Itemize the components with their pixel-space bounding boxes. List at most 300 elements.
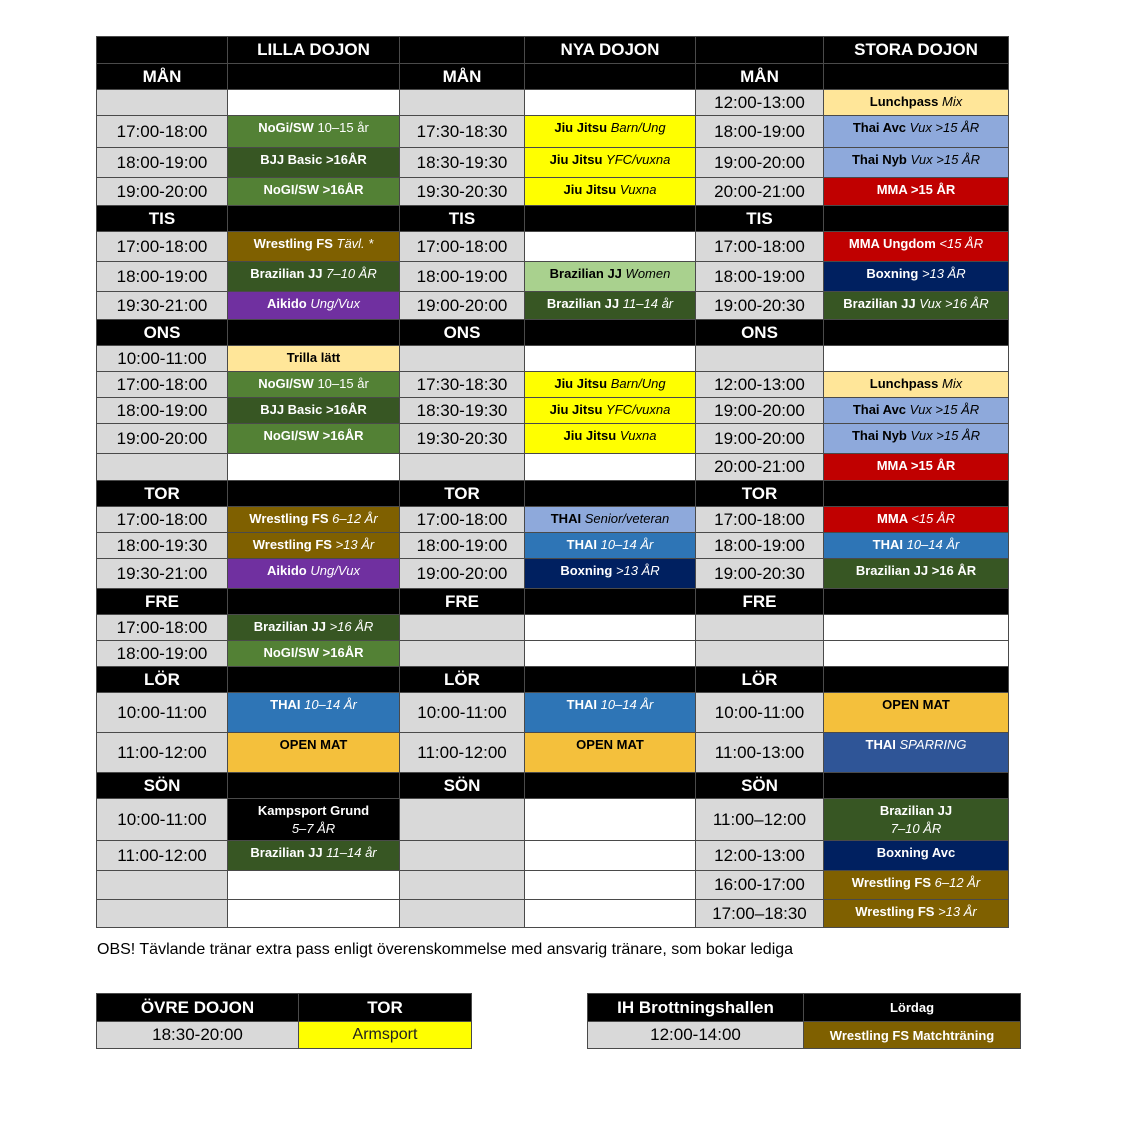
activity-detail: Vux >15 ÅR — [910, 152, 981, 167]
day-header-blank — [228, 481, 400, 507]
schedule-row — [97, 178, 1009, 206]
activity-name: MMA >15 ÅR — [876, 458, 956, 473]
day-header-row — [97, 64, 1009, 90]
activity-detail: >13 År — [335, 537, 375, 552]
activity-detail: SPARRING — [899, 737, 967, 752]
activity-name: Brazilian JJ — [253, 619, 326, 634]
activity-cell — [824, 424, 1009, 454]
activity-cell — [824, 178, 1009, 206]
day-label: ONS — [97, 320, 228, 346]
time-slot — [400, 615, 525, 641]
activity-detail: >13 År — [938, 904, 977, 919]
day-header-blank — [824, 64, 1009, 90]
empty-slot — [525, 90, 696, 116]
time-slot: 18:00-19:00 — [97, 262, 228, 292]
competition-note: OBS! Tävlande tränar extra pass enligt överenskommelse med ansvarig tränare, som bokar lediga — [97, 941, 794, 958]
activity-detail: 6–12 År — [934, 875, 981, 890]
schedule-row — [97, 424, 1009, 454]
time-slot: 19:00-20:00 — [400, 559, 525, 589]
ovre-dojon-time: 18:30-20:00 — [97, 1022, 299, 1049]
ih-brottningshallen-table — [587, 993, 1021, 1049]
ovre-dojon-title: ÖVRE DOJON — [97, 994, 299, 1022]
time-slot: 12:00-13:00 — [696, 372, 824, 398]
activity-cell — [525, 262, 696, 292]
activity-cell — [228, 559, 400, 589]
activity-name: OPEN MAT — [882, 697, 950, 712]
activity-cell — [525, 292, 696, 320]
day-header-blank — [824, 589, 1009, 615]
activity-detail: Vuxna — [619, 182, 657, 197]
schedule-row — [97, 641, 1009, 667]
activity-name: Jiu Jitsu — [549, 402, 603, 417]
empty-slot — [824, 615, 1009, 641]
schedule-row — [97, 615, 1009, 641]
time-slot: 19:30-21:00 — [97, 292, 228, 320]
empty-slot — [525, 615, 696, 641]
schedule-row — [97, 871, 1009, 900]
schedule-row — [97, 454, 1009, 481]
time-slot — [696, 615, 824, 641]
activity-cell — [525, 178, 696, 206]
activity-cell — [228, 372, 400, 398]
day-header-blank — [525, 320, 696, 346]
activity-name: Wrestling FS — [851, 875, 932, 890]
activity-cell — [228, 615, 400, 641]
room-header-row — [97, 37, 1009, 64]
day-header-blank — [525, 667, 696, 693]
empty-slot — [525, 641, 696, 667]
schedule-row — [97, 693, 1009, 733]
time-slot: 19:00-20:00 — [97, 424, 228, 454]
activity-detail: >13 ÅR — [921, 266, 966, 281]
activity-cell — [824, 372, 1009, 398]
time-slot: 10:00-11:00 — [97, 346, 228, 372]
activity-name: Jiu Jitsu — [563, 182, 617, 197]
empty-slot — [228, 454, 400, 481]
activity-name: Thai Nyb — [851, 428, 907, 443]
time-slot — [97, 454, 228, 481]
schedule-row — [97, 116, 1009, 148]
activity-cell — [824, 398, 1009, 424]
activity-name: Wrestling FS — [249, 511, 329, 526]
day-header-blank — [824, 320, 1009, 346]
time-slot — [400, 454, 525, 481]
time-slot: 19:00-20:00 — [696, 424, 824, 454]
activity-cell — [228, 292, 400, 320]
time-slot: 18:00-19:00 — [400, 533, 525, 559]
activity-cell — [824, 871, 1009, 900]
time-slot: 16:00-17:00 — [696, 871, 824, 900]
day-header-blank — [228, 206, 400, 232]
time-slot: 17:00-18:00 — [696, 507, 824, 533]
activity-detail: Mix — [942, 94, 963, 109]
activity-age-group: 5–7 ÅR — [291, 821, 336, 836]
activity-name: BJJ Basic >16ÅR — [260, 402, 367, 417]
activity-cell — [228, 262, 400, 292]
time-slot: 19:00-20:00 — [97, 178, 228, 206]
day-label: LÖR — [400, 667, 525, 693]
activity-cell — [824, 90, 1009, 116]
time-slot: 18:00-19:30 — [97, 533, 228, 559]
activity-cell — [228, 424, 400, 454]
ih-time: 12:00-14:00 — [588, 1022, 804, 1049]
time-slot: 10:00-11:00 — [97, 799, 228, 841]
schedule-row — [97, 398, 1009, 424]
activity-name: Aikido — [267, 563, 307, 578]
time-slot — [696, 641, 824, 667]
time-slot: 17:00-18:00 — [696, 232, 824, 262]
time-slot — [97, 871, 228, 900]
day-header-row — [97, 320, 1009, 346]
day-header-blank — [228, 773, 400, 799]
time-slot — [400, 641, 525, 667]
day-label: FRE — [97, 589, 228, 615]
time-slot: 20:00-21:00 — [696, 178, 824, 206]
activity-name: Brazilian JJ — [879, 803, 953, 818]
time-slot: 17:00-18:00 — [97, 116, 228, 148]
schedule-row — [97, 148, 1009, 178]
activity-cell — [824, 559, 1009, 589]
activity-name: Wrestling FS — [253, 236, 333, 251]
header-blank — [97, 37, 228, 64]
time-slot — [400, 871, 525, 900]
activity-cell — [525, 116, 696, 148]
day-label: FRE — [696, 589, 824, 615]
activity-name: Boxning — [866, 266, 919, 281]
activity-name: OPEN MAT — [279, 737, 348, 752]
time-slot: 12:00-13:00 — [696, 90, 824, 116]
activity-detail: 10–14 År — [906, 537, 960, 552]
time-slot: 19:00-20:00 — [696, 398, 824, 424]
time-slot: 11:00–12:00 — [696, 799, 824, 841]
schedule-row — [97, 292, 1009, 320]
activity-detail: YFC/vuxna — [606, 152, 671, 167]
activity-cell — [228, 533, 400, 559]
activity-name: Jiu Jitsu — [549, 152, 603, 167]
activity-age-group: 10–15 år — [317, 120, 369, 135]
activity-name: THAI — [550, 511, 582, 526]
activity-cell — [228, 641, 400, 667]
empty-slot — [525, 841, 696, 871]
time-slot: 18:00-19:00 — [400, 262, 525, 292]
activity-detail: 10–14 År — [600, 537, 654, 552]
activity-name: BJJ Basic >16ÅR — [260, 152, 367, 167]
day-label: TOR — [97, 481, 228, 507]
time-slot: 17:30-18:30 — [400, 116, 525, 148]
activity-name: NoGi/SW — [258, 120, 314, 135]
day-header-row — [97, 667, 1009, 693]
day-header-blank — [525, 773, 696, 799]
schedule-row — [97, 900, 1009, 928]
activity-name: Jiu Jitsu — [554, 120, 608, 135]
activity-cell — [228, 841, 400, 871]
schedule-row — [97, 372, 1009, 398]
activity-detail: YFC/vuxna — [606, 402, 671, 417]
activity-age-group: 10–15 år — [317, 376, 369, 391]
time-slot: 19:00-20:30 — [696, 559, 824, 589]
time-slot: 19:00-20:30 — [696, 292, 824, 320]
time-slot: 18:00-19:00 — [97, 148, 228, 178]
day-label: TOR — [400, 481, 525, 507]
header-blank — [696, 37, 824, 64]
day-header-row — [97, 589, 1009, 615]
schedule-row — [97, 346, 1009, 372]
time-slot: 19:30-20:30 — [400, 178, 525, 206]
day-label: SÖN — [696, 773, 824, 799]
time-slot: 10:00-11:00 — [97, 693, 228, 733]
activity-name: THAI — [865, 737, 896, 752]
activity-detail: Vux >15 ÅR — [909, 120, 980, 135]
schedule-row — [97, 507, 1009, 533]
activity-name: Boxning — [560, 563, 613, 578]
time-slot — [400, 90, 525, 116]
time-slot: 17:00-18:00 — [97, 507, 228, 533]
ih-activity: Wrestling FS Matchträning — [804, 1022, 1021, 1049]
activity-detail: 11–14 år — [622, 296, 674, 311]
activity-cell — [228, 346, 400, 372]
activity-cell — [525, 148, 696, 178]
day-label: MÅN — [400, 64, 525, 90]
ovre-dojon-activity: Armsport — [299, 1022, 472, 1049]
activity-name: MMA Ungdom — [848, 236, 936, 251]
empty-slot — [525, 799, 696, 841]
day-header-row — [97, 206, 1009, 232]
schedule-row — [97, 733, 1009, 773]
activity-name: Jiu Jitsu — [563, 428, 617, 443]
day-header-row — [97, 773, 1009, 799]
day-label: TOR — [696, 481, 824, 507]
time-slot: 17:00-18:00 — [400, 507, 525, 533]
activity-detail: Barn/Ung — [610, 376, 666, 391]
activity-name: Lunchpass — [869, 94, 939, 109]
schedule-row — [97, 559, 1009, 589]
schedule-row — [97, 262, 1009, 292]
time-slot: 19:30-21:00 — [97, 559, 228, 589]
activity-name: NoGI/SW >16ÅR — [263, 645, 364, 660]
activity-detail: Mix — [942, 376, 963, 391]
activity-cell — [824, 900, 1009, 928]
empty-slot — [525, 346, 696, 372]
activity-cell — [525, 733, 696, 773]
header-blank — [400, 37, 525, 64]
activity-cell — [228, 398, 400, 424]
time-slot: 11:00-13:00 — [696, 733, 824, 773]
time-slot: 11:00-12:00 — [400, 733, 525, 773]
day-label: LÖR — [696, 667, 824, 693]
activity-detail: 10–14 År — [600, 697, 654, 712]
time-slot: 19:30-20:30 — [400, 424, 525, 454]
day-header-blank — [525, 481, 696, 507]
activity-detail: Ung/Vux — [310, 296, 360, 311]
time-slot — [400, 841, 525, 871]
activity-name: Brazilian JJ >16 ÅR — [855, 563, 977, 578]
activity-cell — [525, 533, 696, 559]
activity-name: THAI — [872, 537, 903, 552]
empty-slot — [525, 900, 696, 928]
room-nya-dojon: NYA DOJON — [525, 37, 696, 64]
day-header-blank — [824, 667, 1009, 693]
day-label: FRE — [400, 589, 525, 615]
empty-slot — [525, 232, 696, 262]
day-header-blank — [228, 589, 400, 615]
activity-detail: >13 ÅR — [615, 563, 660, 578]
time-slot: 17:00-18:00 — [97, 615, 228, 641]
activity-cell — [228, 733, 400, 773]
activity-name: MMA — [877, 511, 908, 526]
activity-detail: <15 ÅR — [911, 511, 955, 526]
activity-detail: 10–14 År — [304, 697, 357, 712]
activity-detail: Vuxna — [619, 428, 657, 443]
time-slot: 18:00-19:00 — [97, 641, 228, 667]
activity-cell — [824, 799, 1009, 841]
activity-name: NoGI/SW >16ÅR — [263, 182, 364, 197]
activity-name: MMA >15 ÅR — [876, 182, 956, 197]
activity-name: Boxning Avc — [876, 845, 956, 860]
activity-cell — [824, 232, 1009, 262]
time-slot: 18:00-19:00 — [696, 116, 824, 148]
time-slot: 19:00-20:00 — [696, 148, 824, 178]
activity-cell — [824, 533, 1009, 559]
empty-slot — [228, 871, 400, 900]
empty-slot — [525, 454, 696, 481]
day-label: MÅN — [97, 64, 228, 90]
activity-detail: 11–14 år — [326, 845, 377, 860]
activity-cell — [824, 841, 1009, 871]
schedule-row — [97, 232, 1009, 262]
room-lilla-dojon: LILLA DOJON — [228, 37, 400, 64]
activity-name: Brazilian JJ — [250, 266, 323, 281]
time-slot: 17:00-18:00 — [97, 372, 228, 398]
day-header-blank — [525, 589, 696, 615]
schedule-row — [97, 841, 1009, 871]
day-label: MÅN — [696, 64, 824, 90]
activity-detail: 6–12 År — [332, 511, 378, 526]
day-header-blank — [525, 64, 696, 90]
time-slot — [97, 900, 228, 928]
day-label: TIS — [400, 206, 525, 232]
activity-name: Jiu Jitsu — [554, 376, 608, 391]
day-header-blank — [228, 64, 400, 90]
activity-detail: Vux >15 ÅR — [909, 402, 980, 417]
activity-name: Brazilian JJ — [250, 845, 323, 860]
day-header-blank — [824, 206, 1009, 232]
time-slot: 12:00-13:00 — [696, 841, 824, 871]
activity-detail: Vux >15 ÅR — [910, 428, 981, 443]
time-slot: 19:00-20:00 — [400, 292, 525, 320]
day-header-blank — [824, 773, 1009, 799]
time-slot: 18:30-19:30 — [400, 398, 525, 424]
day-label: TIS — [97, 206, 228, 232]
activity-detail: Senior/veteran — [584, 511, 670, 526]
time-slot: 11:00-12:00 — [97, 733, 228, 773]
activity-detail: Tävl. * — [336, 236, 374, 251]
activity-detail: Vux >16 ÅR — [919, 296, 989, 311]
activity-detail: Barn/Ung — [610, 120, 666, 135]
activity-name: Lunchpass — [869, 376, 939, 391]
ih-day: Lördag — [804, 994, 1021, 1022]
activity-cell — [525, 372, 696, 398]
weekly-schedule-table — [96, 36, 1009, 928]
activity-cell — [228, 232, 400, 262]
time-slot: 17:00–18:30 — [696, 900, 824, 928]
activity-cell — [824, 733, 1009, 773]
activity-detail: Women — [625, 266, 671, 281]
activity-name: OPEN MAT — [576, 737, 644, 752]
activity-name: THAI — [270, 697, 301, 712]
activity-age-group: 7–10 ÅR — [890, 821, 942, 836]
activity-cell — [228, 799, 400, 841]
activity-cell — [525, 424, 696, 454]
schedule-row — [97, 90, 1009, 116]
time-slot — [400, 799, 525, 841]
day-header-row — [97, 481, 1009, 507]
time-slot: 17:00-18:00 — [400, 232, 525, 262]
empty-slot — [824, 346, 1009, 372]
activity-name: NoGI/SW — [258, 376, 314, 391]
activity-cell — [525, 507, 696, 533]
ovre-dojon-day: TOR — [299, 994, 472, 1022]
time-slot: 18:00-19:00 — [97, 398, 228, 424]
day-label: LÖR — [97, 667, 228, 693]
activity-cell — [824, 454, 1009, 481]
activity-name: Kampsport Grund — [257, 803, 370, 818]
activity-name: THAI — [566, 537, 597, 552]
activity-detail: Ung/Vux — [310, 563, 360, 578]
activity-name: Brazilian JJ — [546, 296, 620, 311]
activity-detail: 7–10 ÅR — [326, 266, 377, 281]
empty-slot — [228, 90, 400, 116]
time-slot: 10:00-11:00 — [696, 693, 824, 733]
empty-slot — [525, 871, 696, 900]
empty-slot — [824, 641, 1009, 667]
time-slot — [400, 346, 525, 372]
ih-title: IH Brottningshallen — [588, 994, 804, 1022]
time-slot — [97, 90, 228, 116]
day-label: ONS — [696, 320, 824, 346]
time-slot — [696, 346, 824, 372]
activity-name: Brazilian JJ — [843, 296, 916, 311]
time-slot: 18:30-19:30 — [400, 148, 525, 178]
activity-name: Thai Nyb — [851, 152, 907, 167]
activity-cell — [228, 178, 400, 206]
activity-name: THAI — [566, 697, 597, 712]
time-slot: 17:00-18:00 — [97, 232, 228, 262]
time-slot: 10:00-11:00 — [400, 693, 525, 733]
day-label: SÖN — [97, 773, 228, 799]
empty-slot — [228, 900, 400, 928]
activity-cell — [525, 559, 696, 589]
activity-name: Wrestling FS — [855, 904, 935, 919]
activity-detail: <15 ÅR — [939, 236, 984, 251]
activity-cell — [824, 693, 1009, 733]
day-header-blank — [228, 667, 400, 693]
activity-name: Trilla lätt — [286, 350, 341, 365]
activity-name: Thai Avc — [852, 402, 907, 417]
activity-cell — [824, 292, 1009, 320]
activity-cell — [824, 507, 1009, 533]
activity-name: NoGI/SW >16ÅR — [263, 428, 364, 443]
activity-name: Brazilian JJ — [549, 266, 622, 281]
time-slot: 18:00-19:00 — [696, 533, 824, 559]
time-slot: 18:00-19:00 — [696, 262, 824, 292]
activity-name: Thai Avc — [852, 120, 907, 135]
activity-cell — [228, 507, 400, 533]
activity-name: Wrestling FS — [252, 537, 332, 552]
activity-cell — [228, 693, 400, 733]
day-label: ONS — [400, 320, 525, 346]
schedule-row — [97, 533, 1009, 559]
activity-cell — [824, 116, 1009, 148]
